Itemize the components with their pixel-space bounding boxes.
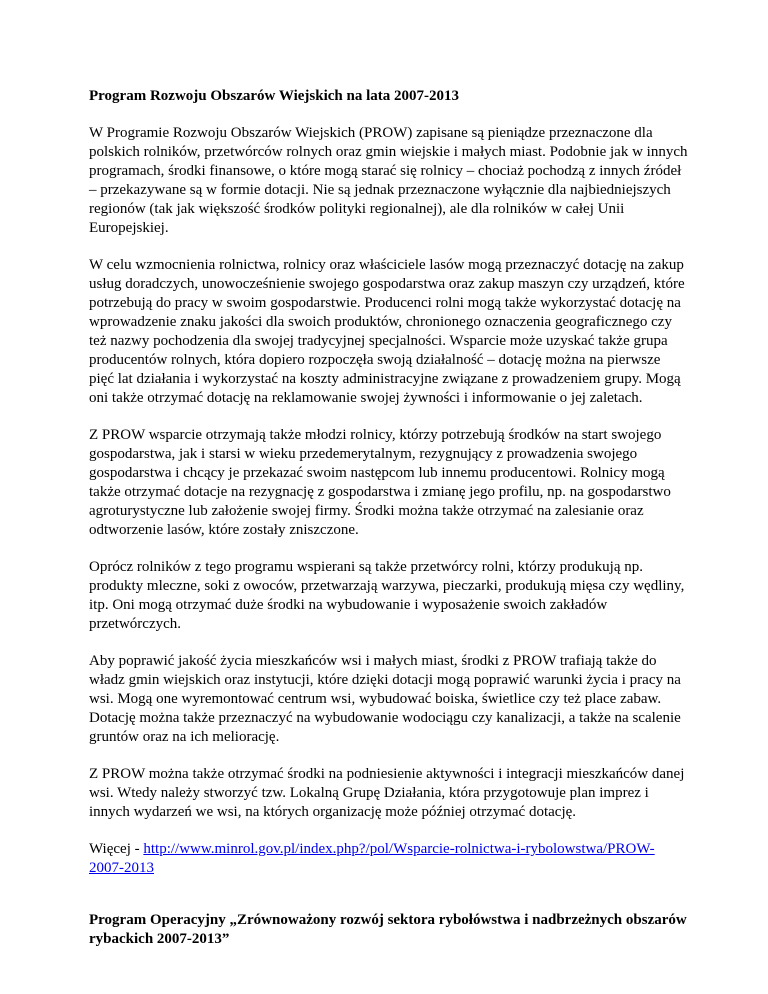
paragraph-young-farmers: Z PROW wsparcie otrzymają także młodzi rolnicy, którzy potrzebują środków na start swojego gospodarstwa, jak i starsi w wieku przedemerytalnym, rezygnujący z prowadzenia swojego gospodarstwa i chcący je przekazać swoim następcom lub innemu producentowi. Rolnicy mogą także otrzymać dotacje na rezygnację z gospodarstwa i zmianę jego profilu, np. na gospodarstwo agroturystyczne lub założenie swojej firmy. Środki można także otrzymać na zalesianie oraz odtworzenie lasów, które zostały zniszczone. [89,427,671,538]
second-section-title: Program Operacyjny „Zrównoważony rozwój sektora rybołówstwa i nadbrzeżnych obszarów rybackich 2007-2013” [89,912,687,947]
document-page [89,87,689,949]
paragraph-farm-support: W celu wzmocnienia rolnictwa, rolnicy oraz właściciele lasów mogą przeznaczyć dotację na zakup usług doradczych, unowocześnienie swojego gospodarstwa oraz zakup maszyn czy urządzeń, które potrzebują do pracy w swoim gospodarstwie. Producenci rolni mogą także wykorzystać dotację na wprowadzenie znaku jakości dla swoich produktów, chronionego oznaczenia geograficznego czy też nazwy pochodzenia dla swojej tradycyjnej specjalności. Wsparcie może uzyskać także grupa producentów rolnych, która dopiero rozpoczęła swoją działalność – dotację można na pierwsze pięć lat działania i wykorzystać na koszty administracyjne związane z prowadzeniem grupy. Mogą oni także otrzymać dotację na reklamowanie swojej żywności i informowanie o jej zaletach. [89,257,685,406]
more-info-line [89,840,689,878]
paragraph-local-groups: Z PROW można także otrzymać środki na podniesienie aktywności i integracji mieszkańców danej wsi. Wtedy należy stworzyć tzw. Lokalną Grupę Działania, która przygotowuje plan imprez i innych wydarzeń we wsi, na których organizację może później otrzymać dotację. [89,766,685,820]
paragraph-intro: W Programie Rozwoju Obszarów Wiejskich (PROW) zapisane są pieniądze przeznaczone dla polskich rolników, przetwórców rolnych oraz gmin wiejskie i małych miast. Podobnie jak w innych programach, środki finansowe, o które mogą starać się rolnicy – chociaż pochodzą z innych źródeł – przekazywane są w formie dotacji. Nie są jednak przeznaczone wyłącznie dla najbiedniejszych regionów (tak jak większość środków polityki regionalnej), ale dla rolników w całej Unii Europejskiej. [89,125,688,236]
prow-link[interactable]: http://www.minrol.gov.pl/index.php?/pol/Wsparcie-rolnictwa-i-rybolowstwa/PROW-2007-2013 [89,841,655,876]
section-title: Program Rozwoju Obszarów Wiejskich na lata 2007-2013 [89,88,459,104]
more-info-label: Więcej - [89,841,144,857]
paragraph-processors: Oprócz rolników z tego programu wspierani są także przetwórcy rolni, którzy produkują np. produkty mleczne, soki z owoców, przetwarzają warzywa, pieczarki, produkują mięsa czy wędliny, itp. Oni mogą otrzymać duże środki na wybudowanie i wyposażenie swoich zakładów przetwórczych. [89,559,685,632]
paragraph-rural-quality: Aby poprawić jakość życia mieszkańców wsi i małych miast, środki z PROW trafiają także do władz gmin wiejskich oraz instytucji, które dzięki dotacji mogą poprawić warunki życia i pracy na wsi. Mogą one wyremontować centrum wsi, wybudować boiska, świetlice czy też place zabaw. Dotację można także przeznaczyć na wybudowanie wodociągu czy kanalizacji, a także na scalenie gruntów oraz na ich meliorację. [89,653,681,745]
